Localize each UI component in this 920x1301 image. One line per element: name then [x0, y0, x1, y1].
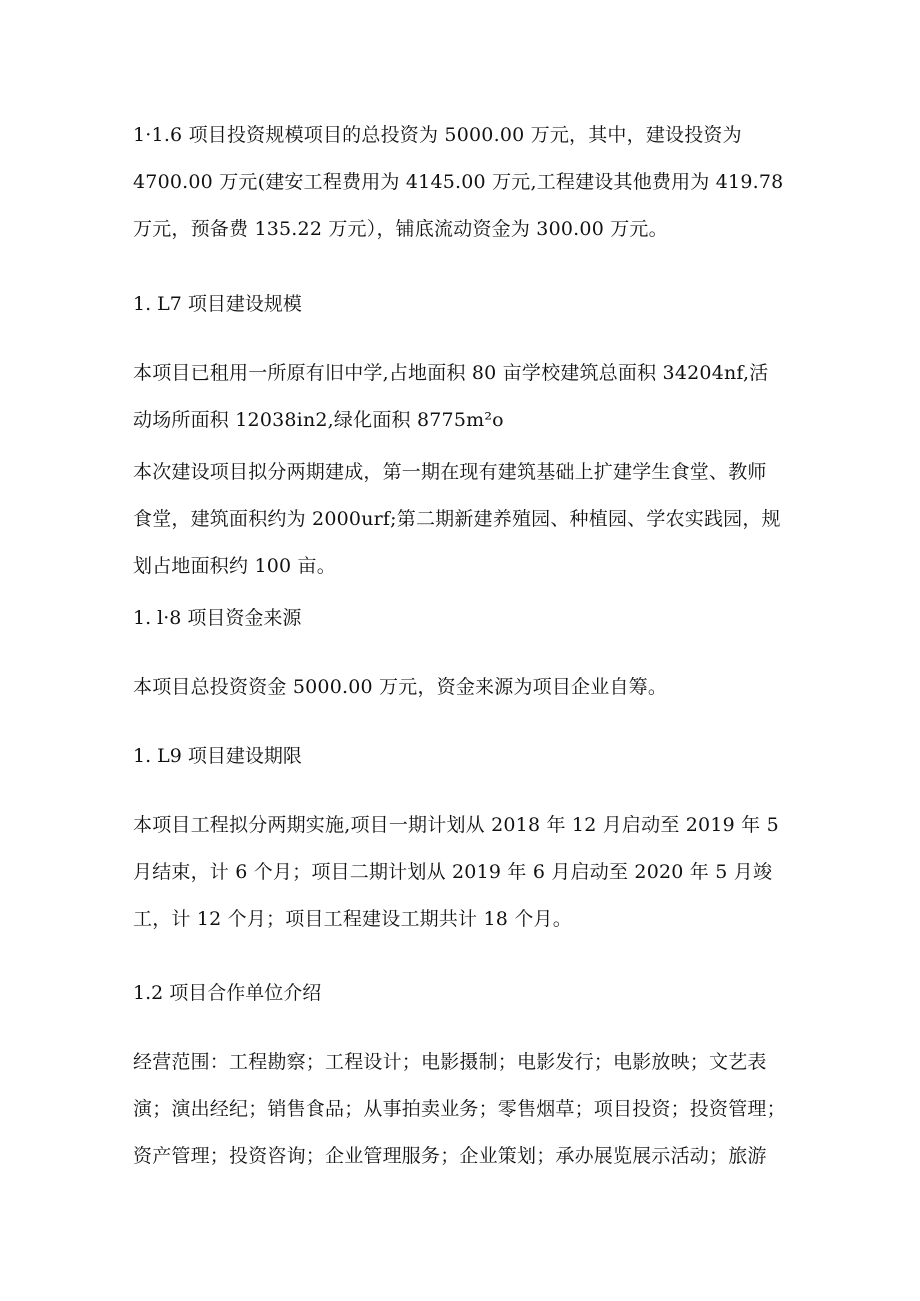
- funding-source-paragraph: [133, 664, 795, 711]
- text-line: 本项目工程拟分两期实施,项目一期计划从 2018 年 12 月启动至 2019 年 5: [133, 814, 779, 836]
- construction-period-paragraph: [133, 802, 795, 943]
- investment-scale-paragraph: [133, 112, 795, 253]
- text-line: 本次建设项目拟分两期建成，第一期在现有建筑基础上扩建学生食堂、教师: [133, 461, 767, 483]
- text-line: 动场所面积 12038in2,绿化面积 8775m²o: [133, 409, 504, 431]
- text-line: 演；演出经纪；销售食品；从事拍卖业务；零售烟草；项目投资；投资管理；: [133, 1098, 786, 1120]
- text-line: 1·1.6 项目投资规模项目的总投资为 5000.00 万元，其中，建设投资为: [133, 124, 742, 146]
- heading-funding-source: 1. l·8 项目资金来源: [133, 607, 302, 629]
- business-scope-paragraph: [133, 1039, 795, 1180]
- heading-construction-period: 1. L9 项目建设期限: [133, 745, 302, 767]
- heading-construction-scale: 1. L7 项目建设规模: [133, 293, 302, 315]
- construction-scale-paragraph-1: [133, 350, 795, 444]
- text-line: 划占地面积约 100 亩。: [133, 555, 336, 577]
- text-line: 经营范围：工程勘察；工程设计；电影摄制；电影发行；电影放映；文艺表: [133, 1051, 767, 1073]
- text-line: 资产管理；投资咨询；企业管理服务；企业策划；承办展览展示活动；旅游: [133, 1145, 767, 1167]
- text-line: 本项目已租用一所原有旧中学,占地面积 80 亩学校建筑总面积 34204nf,活: [133, 362, 769, 384]
- heading-partner-introduction: 1.2 项目合作单位介绍: [133, 982, 322, 1004]
- text-line: 万元，预备费 135.22 万元），铺底流动资金为 300.00 万元。: [133, 218, 668, 240]
- text-line: 月结束，计 6 个月；项目二期计划从 2019 年 6 月启动至 2020 年 5 月竣: [133, 861, 773, 883]
- text-line: 4700.00 万元(建安工程费用为 4145.00 万元,工程建设其他费用为 419.78: [133, 171, 784, 193]
- text-line: 本项目总投资资金 5000.00 万元，资金来源为项目企业自筹。: [133, 676, 668, 698]
- text-line: 食堂，建筑面积约为 2000urf;第二期新建养殖园、种植园、学农实践园，规: [133, 508, 781, 530]
- construction-scale-paragraph-2: [133, 449, 795, 590]
- text-line: 工，计 12 个月；项目工程建设工期共计 18 个月。: [133, 908, 572, 930]
